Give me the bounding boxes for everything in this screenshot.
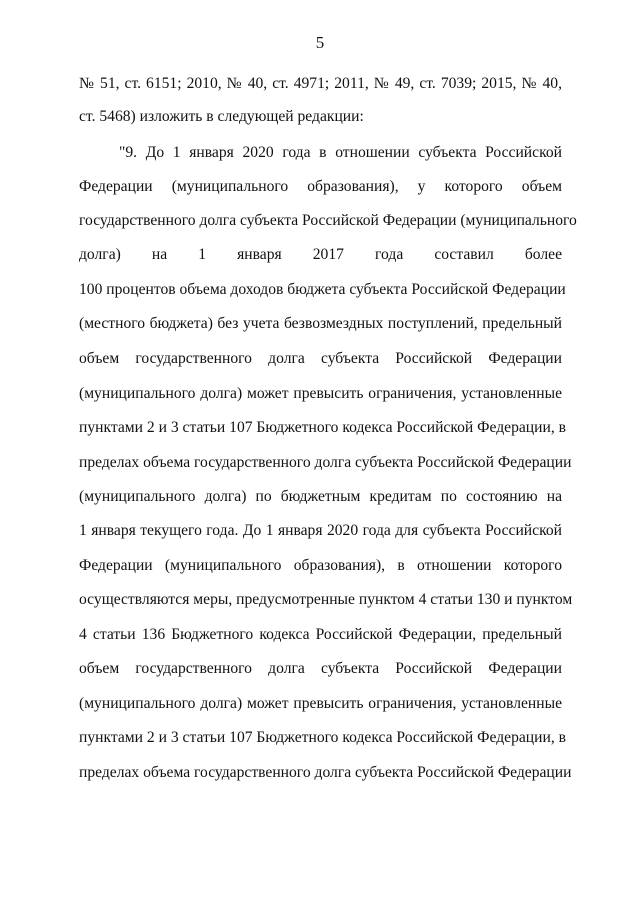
text-line: объем государственного долга субъекта Российской Федерации bbox=[79, 350, 562, 367]
text-line: ст. 5468) изложить в следующей редакции: bbox=[79, 108, 364, 125]
text-line: 100 процентов объема доходов бюджета субъекта Российской Федерации bbox=[79, 281, 566, 298]
text-line: (муниципального долга) может превысить ограничения, установленные bbox=[79, 695, 562, 712]
text-line: осуществляются меры, предусмотренные пунктом 4 статьи 130 и пунктом bbox=[79, 591, 573, 608]
text-line: пунктами 2 и 3 статьи 107 Бюджетного кодекса Российской Федерации, в bbox=[79, 419, 566, 436]
text-line: (муниципального долга) по бюджетным кредитам по состоянию на bbox=[79, 488, 562, 505]
text-line: пределах объема государственного долга субъекта Российской Федерации bbox=[79, 454, 572, 471]
text-line: № 51, ст. 6151; 2010, № 40, ст. 4971; 2011, № 49, ст. 7039; 2015, № 40, bbox=[79, 75, 562, 92]
text-line: 4 статьи 136 Бюджетного кодекса Российской Федерации, предельный bbox=[79, 626, 562, 643]
text-line: (муниципального долга) может превысить ограничения, установленные bbox=[79, 385, 562, 402]
text-line: (местного бюджета) без учета безвозмездных поступлений, предельный bbox=[79, 315, 562, 332]
text-line: 1 января текущего года. До 1 января 2020 года для субъекта Российской bbox=[79, 522, 562, 539]
paragraph-first-line: "9. До 1 января 2020 года в отношении субъекта Российской bbox=[119, 144, 562, 161]
text-line: Федерации (муниципального образования), в отношении которого bbox=[79, 557, 562, 574]
text-line: пределах объема государственного долга субъекта Российской Федерации bbox=[79, 764, 572, 781]
text-line: государственного долга субъекта Российской Федерации (муниципального bbox=[79, 212, 577, 229]
text-line: объем государственного долга субъекта Российской Федерации bbox=[79, 660, 562, 677]
text-line: долга) на 1 января 2017 года составил более bbox=[79, 246, 562, 263]
page-number: 5 bbox=[315, 33, 325, 52]
text-line: Федерации (муниципального образования), у которого объем bbox=[79, 178, 562, 195]
text-line: пунктами 2 и 3 статьи 107 Бюджетного кодекса Российской Федерации, в bbox=[79, 729, 566, 746]
